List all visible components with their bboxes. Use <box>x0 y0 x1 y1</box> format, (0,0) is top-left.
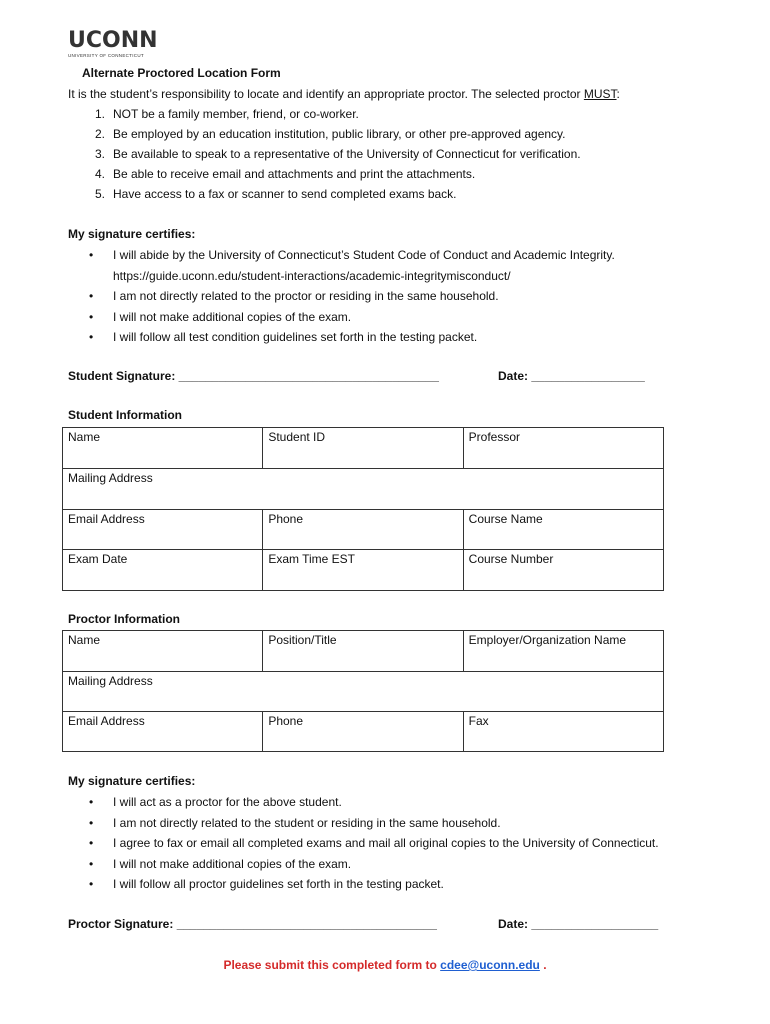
proctor-name-field[interactable]: Name <box>63 631 263 672</box>
student-id-field[interactable]: Student ID <box>263 428 463 469</box>
proctor-info-table <box>62 630 664 752</box>
list-item: • I will abide by the University of Connecticut’s Student Code of Conduct and Academic Integrity. https://guide.uconn.edu/student-interactions/academic-integritymisconduct/ <box>68 245 615 286</box>
submit-instructions: Please submit this completed form to cdee@uconn.edu . <box>223 958 547 972</box>
bullet-icon: • <box>89 330 94 344</box>
proctor-certifies-heading: My signature certifies: <box>68 774 196 788</box>
academic-integrity-link: https://guide.uconn.edu/student-interactions/academic-integritymisconduct/ <box>113 268 511 283</box>
bullet-icon: • <box>89 248 94 262</box>
list-item: 1. NOT be a family member, friend, or co-worker. <box>94 107 359 121</box>
professor-field[interactable]: Professor <box>463 428 663 469</box>
bullet-icon: • <box>89 309 94 324</box>
intro-text: It is the student’s responsibility to locate and identify an appropriate proctor. The selected proctor MUST: <box>68 87 620 101</box>
bullet-icon: • <box>89 856 94 871</box>
exam-date-field[interactable]: Exam Date <box>63 550 263 591</box>
proctor-certifies-list <box>68 792 659 895</box>
logo-subtitle: UNIVERSITY OF CONNECTICUT <box>68 53 144 58</box>
student-email-field[interactable]: Email Address <box>63 510 263 550</box>
list-item: 4. Be able to receive email and attachments and print the attachments. <box>94 167 476 181</box>
course-number-field[interactable]: Course Number <box>463 550 663 591</box>
list-item: • I will not make additional copies of the exam. <box>68 307 615 328</box>
proctor-date-field[interactable]: Date: ___________________ <box>498 917 659 931</box>
proctor-fax-field[interactable]: Fax <box>463 712 663 752</box>
form-title: Alternate Proctored Location Form <box>82 66 281 80</box>
proctor-employer-field[interactable]: Employer/Organization Name <box>463 631 663 672</box>
logo-wordmark: UCONN <box>68 28 158 53</box>
student-info-table <box>62 427 664 591</box>
list-item: • I will follow all proctor guidelines set forth in the testing packet. <box>68 874 659 895</box>
list-item: • I am not directly related to the student or residing in the same household. <box>68 813 659 834</box>
proctor-position-field[interactable]: Position/Title <box>263 631 463 672</box>
student-certifies-list <box>68 245 615 348</box>
list-item: • I will not make additional copies of the exam. <box>68 854 659 875</box>
uconn-logo <box>68 30 158 58</box>
student-phone-field[interactable]: Phone <box>263 510 463 550</box>
list-item: • I will act as a proctor for the above student. <box>68 792 659 813</box>
proctor-mailing-address-field[interactable]: Mailing Address <box>63 672 664 712</box>
proctor-phone-field[interactable]: Phone <box>263 712 463 752</box>
list-item: 5. Have access to a fax or scanner to send completed exams back. <box>94 187 457 201</box>
student-signature-field[interactable]: Student Signature: _______________________________________ <box>68 369 439 383</box>
proctor-requirements-list <box>68 106 581 206</box>
list-item: 2. Be employed by an education institution, public library, or other pre-approved agency. <box>94 127 566 141</box>
student-mailing-address-field[interactable]: Mailing Address <box>63 469 664 510</box>
bullet-icon: • <box>89 815 94 830</box>
bullet-icon: • <box>89 289 94 303</box>
list-item: 3. Be available to speak to a representative of the University of Connecticut for verification. <box>94 147 581 161</box>
exam-time-field[interactable]: Exam Time EST <box>263 550 463 591</box>
student-info-heading: Student Information <box>68 408 182 422</box>
email-link[interactable]: cdee@uconn.edu <box>440 958 540 972</box>
course-name-field[interactable]: Course Name <box>463 510 663 550</box>
student-date-field[interactable]: Date: _________________ <box>498 369 645 383</box>
list-item: • I am not directly related to the proctor or residing in the same household. <box>68 286 615 307</box>
list-item: • I agree to fax or email all completed exams and mail all original copies to the University of Connecticut. <box>68 833 659 854</box>
proctor-email-field[interactable]: Email Address <box>63 712 263 752</box>
bullet-icon: • <box>89 836 94 850</box>
bullet-icon: • <box>89 795 94 809</box>
list-item: • I will follow all test condition guidelines set forth in the testing packet. <box>68 327 615 348</box>
student-certifies-heading: My signature certifies: <box>68 227 196 241</box>
proctor-signature-field[interactable]: Proctor Signature: _______________________________________ <box>68 917 437 931</box>
student-name-field[interactable]: Name <box>63 428 263 469</box>
proctor-info-heading: Proctor Information <box>68 612 181 626</box>
bullet-icon: • <box>89 877 94 891</box>
must-emphasis: MUST <box>583 87 617 101</box>
